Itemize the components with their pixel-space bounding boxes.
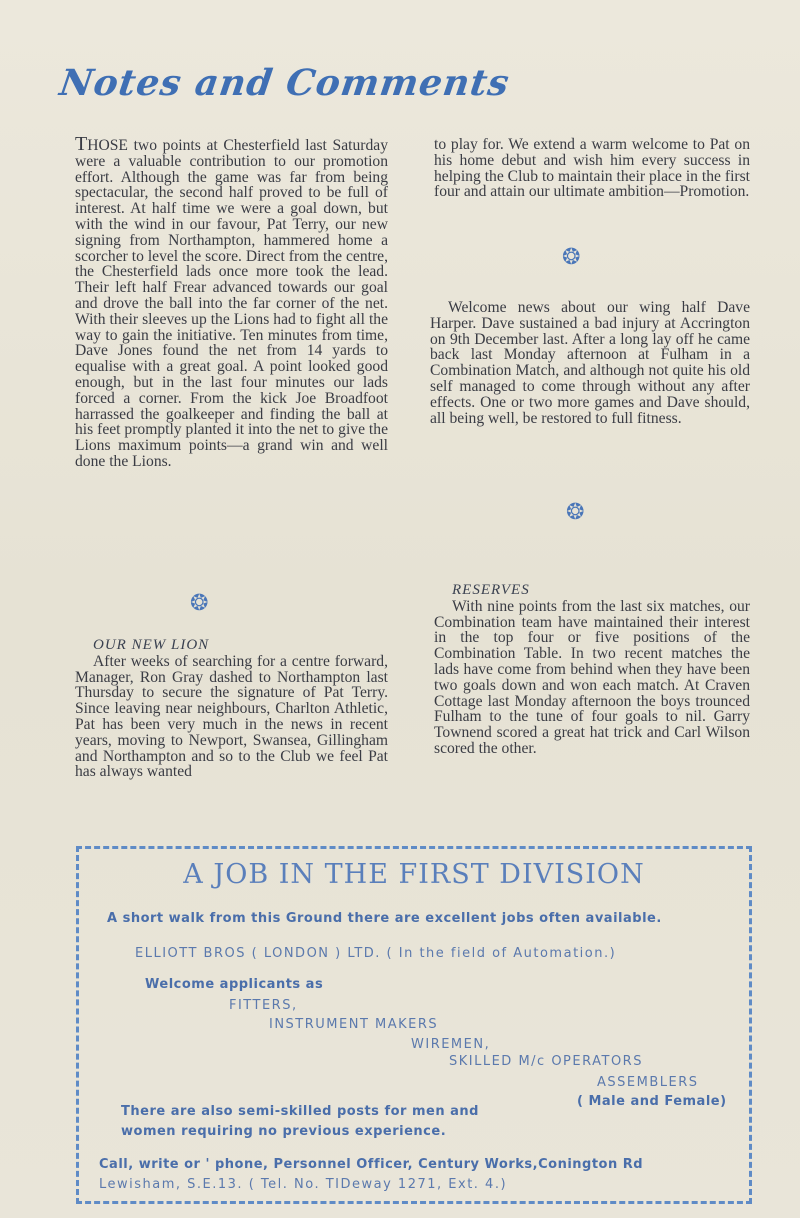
match-report-text: HOSE two points at Chesterfield last Saturday were a valuable contribution to our promotion effort. Although the game was far from being spectacular, the second half proved to be full of interest. At half time we were a goal down, but with the wind in our favour, Pat Terry, our new signing from Northampton, hammered home a scorcher to level the score. Direct from the centre, the Chesterfield lads once more took the lead. Their left half Frear advanced towards our goal and drove the ball into the far corner of the net. With their sleeves up the Lions had to fight all the way to gain the initiative. Ten minutes from time, Dave Jones found the net from 14 yards to equalise with a great goal. A point looked good enough, but in the last four minutes our lads forced a corner. From the kick Joe Broadfoot harrassed the goalkeeper and finding the ball at his feet promptly planted it into the net to give the Lions maximum points—a grand win and well done the Lions.	[75, 137, 388, 470]
page-title: Notes and Comments	[57, 62, 513, 104]
continuation-text: to play for. We extend a warm welcome to Pat on his home debut and wish him every success in helping the Club to maintain their place in the first four and attain our ultimate ambition—Promotion.	[434, 136, 750, 201]
left-column	[75, 133, 388, 470]
advert-role-assemblers: ASSEMBLERS	[597, 1075, 699, 1090]
new-lion-heading: OUR NEW LION	[93, 637, 210, 653]
reserves-text: With nine points from the last six matches, our Combination team have maintained their interest in the top four or five positions of the Combination Table. In two recent matches the lads have come from behind when they have been two goals down and won each match. At Craven Cottage last Monday afternoon the boys trounced Fulham to the tune of four goals to nil. Garry Townend scored a great hat trick and Carl Wilson scored the other.	[434, 597, 750, 757]
new-lion-section	[75, 638, 388, 780]
drop-cap: T	[75, 133, 88, 155]
new-lion-text: After weeks of searching for a centre forward, Manager, Ron Gray dashed to Northampton last Thursday to secure the signature of Pat Terry. Since leaving near neighbours, Charlton Athletic, Pat has been very much in the news in recent years, moving to Newport, Swansea, Gillingham and Northampton and so to the Club we feel Pat has always wanted	[75, 652, 388, 781]
advert-contact-1: Call, write or ' phone, Personnel Officer, Century Works,Conington Rd	[99, 1157, 644, 1172]
advert-role-fitters: FITTERS,	[229, 998, 298, 1013]
reserves-heading: RESERVES	[452, 582, 530, 598]
advert-semi-skilled-2: women requiring no previous experience.	[121, 1124, 447, 1139]
advert-role-skilled-operators: SKILLED M/c OPERATORS	[449, 1054, 643, 1069]
reserves-section	[434, 583, 750, 757]
advert-company: ELLIOTT BROS ( LONDON ) LTD. ( In the field of Automation.)	[135, 946, 617, 961]
ornament-icon: ❂	[566, 500, 585, 525]
advert-role-instrument-makers: INSTRUMENT MAKERS	[269, 1017, 439, 1032]
ornament-icon: ❂	[190, 591, 209, 616]
advert-contact-2: Lewisham, S.E.13. ( Tel. No. TIDeway 1271, Ext. 4.)	[99, 1177, 508, 1192]
right-column-continuation	[434, 137, 750, 200]
ornament-icon: ❂	[562, 245, 581, 270]
harper-text: Welcome news about our wing half Dave Harper. Dave sustained a bad injury at Accrington on 9th December last. After a long lay off he came back last Monday afternoon at Fulham in a Combination Match, and although not quite his old self managed to come through without any after effects. One or two more games and Dave should, all being well, be restored to full fitness.	[430, 299, 750, 427]
harper-section	[430, 300, 750, 426]
advert-male-female: ( Male and Female)	[577, 1094, 727, 1109]
advert-semi-skilled-1: There are also semi-skilled posts for men and	[121, 1104, 479, 1119]
job-advert	[76, 846, 752, 1204]
advert-role-wiremen: WIREMEN,	[411, 1037, 491, 1052]
advert-welcome: Welcome applicants as	[145, 977, 324, 992]
advert-title: A JOB IN THE FIRST DIVISION	[183, 859, 645, 890]
match-report-paragraph	[75, 133, 388, 470]
advert-tagline: A short walk from this Ground there are excellent jobs often available.	[107, 911, 662, 926]
